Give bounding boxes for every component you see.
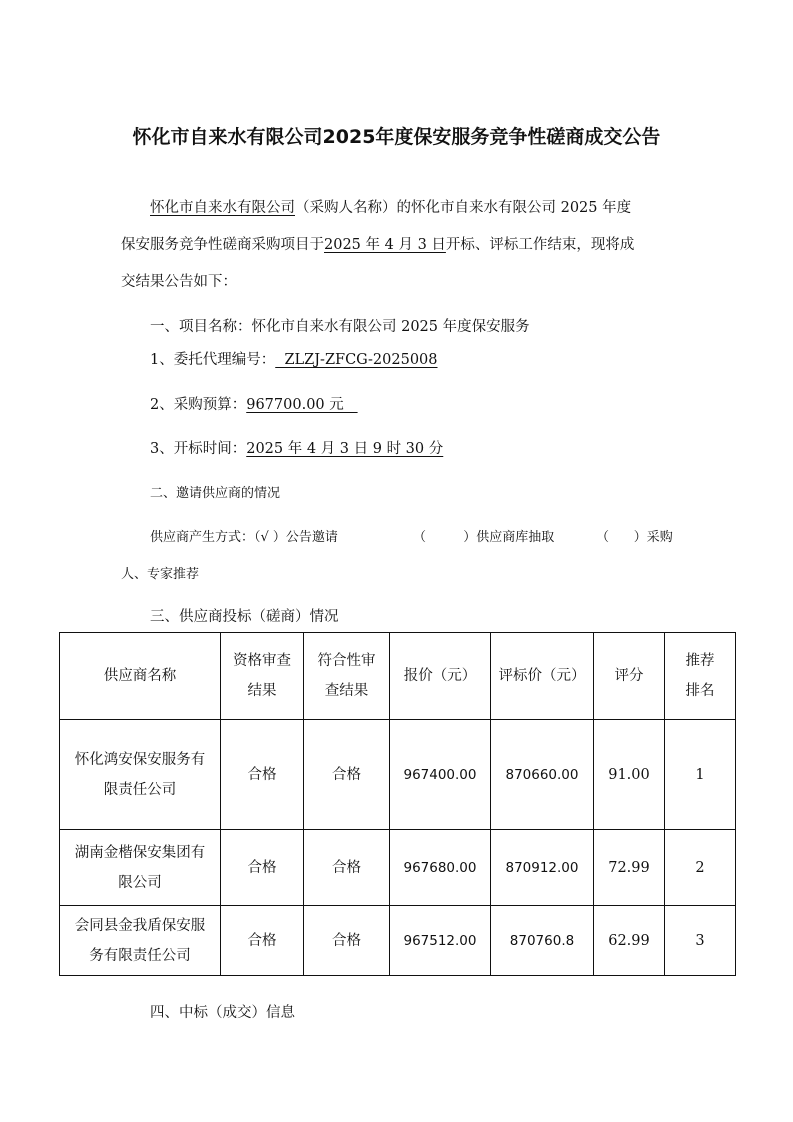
opening-time-value: 2025 年 4 月 3 日 9 时 30 分 (246, 441, 444, 457)
header-compliance: 符合性审查结果 (304, 633, 390, 720)
compliance-result: 合格 (304, 906, 390, 976)
section4-heading: 四、中标（成交）信息 (150, 1005, 295, 1021)
compliance-result: 合格 (304, 720, 390, 830)
bid-results-table (59, 632, 736, 976)
bid-price: 967400.00 (390, 720, 491, 830)
table-row (60, 720, 736, 830)
eval-price: 870760.8 (491, 906, 594, 976)
qualification-result: 合格 (221, 720, 304, 830)
section1-heading: 一、项目名称：怀化市自来水有限公司 2025 年度保安服务 (150, 319, 530, 335)
table-header-row (60, 633, 736, 720)
opening-time-label: 3、开标时间： (150, 441, 247, 457)
rank: 3 (665, 906, 736, 976)
bid-price: 967680.00 (390, 830, 491, 906)
agency-code-row (150, 348, 438, 369)
header-qualification: 资格审查结果 (221, 633, 304, 720)
method-continuation: 人、专家推荐 (121, 567, 200, 582)
intro-line-3: 交结果公告如下： (121, 274, 237, 290)
header-eval-price: 评标价（元） (491, 633, 594, 720)
bid-price: 967512.00 (390, 906, 491, 976)
budget-row (150, 393, 358, 414)
purchaser-name: 怀化市自来水有限公司 (150, 200, 295, 216)
intro-line-2-pre: 保安服务竞争性磋商采购项目于 (121, 237, 324, 253)
budget-label: 2、采购预算： (150, 397, 247, 413)
rank: 2 (665, 830, 736, 906)
page-title: 怀化市自来水有限公司2025年度保安服务竞争性磋商成交公告 (132, 126, 661, 148)
intro-line-2-post: 开标、评标工作结束，现将成 (445, 237, 635, 253)
section3-heading: 三、供应商投标（磋商）情况 (150, 609, 339, 625)
method-label: 供应商产生方式：（√ ）公告邀请 (150, 530, 338, 545)
purchaser-note: （采购人名称）的怀化市自来水有限公司 2025 年度 (295, 200, 632, 216)
agency-code-label: 1、委托代理编号： (150, 352, 276, 368)
compliance-result: 合格 (304, 830, 390, 906)
agency-code-value: ZLZJ-ZFCG-2025008 (275, 352, 438, 368)
supplier-name: 怀化鸿安保安服务有限责任公司 (60, 720, 221, 830)
supplier-name: 会同县金我盾保安服务有限责任公司 (60, 906, 221, 976)
method-option-recommend: （ ）采购 (596, 530, 673, 545)
section2-heading: 二、邀请供应商的情况 (150, 486, 281, 501)
score: 91.00 (594, 720, 665, 830)
score: 72.99 (594, 830, 665, 906)
budget-value: 967700.00 元 (246, 397, 358, 413)
qualification-result: 合格 (221, 906, 304, 976)
rank: 1 (665, 720, 736, 830)
header-bid-price: 报价（元） (390, 633, 491, 720)
eval-price: 870660.00 (491, 720, 594, 830)
eval-price: 870912.00 (491, 830, 594, 906)
supplier-name: 湖南金楷保安集团有限公司 (60, 830, 221, 906)
table-row (60, 830, 736, 906)
qualification-result: 合格 (221, 830, 304, 906)
opening-time-row (150, 437, 443, 458)
table-row (60, 906, 736, 976)
method-option-pool: （ ）供应商库抽取 (413, 530, 555, 545)
opening-date: 2025 年 4 月 3 日 (324, 237, 446, 253)
score: 62.99 (594, 906, 665, 976)
intro-line-1 (150, 196, 631, 217)
intro-line-2 (121, 233, 634, 254)
header-rank: 推荐排名 (665, 633, 736, 720)
header-supplier-name: 供应商名称 (60, 633, 221, 720)
header-score: 评分 (594, 633, 665, 720)
